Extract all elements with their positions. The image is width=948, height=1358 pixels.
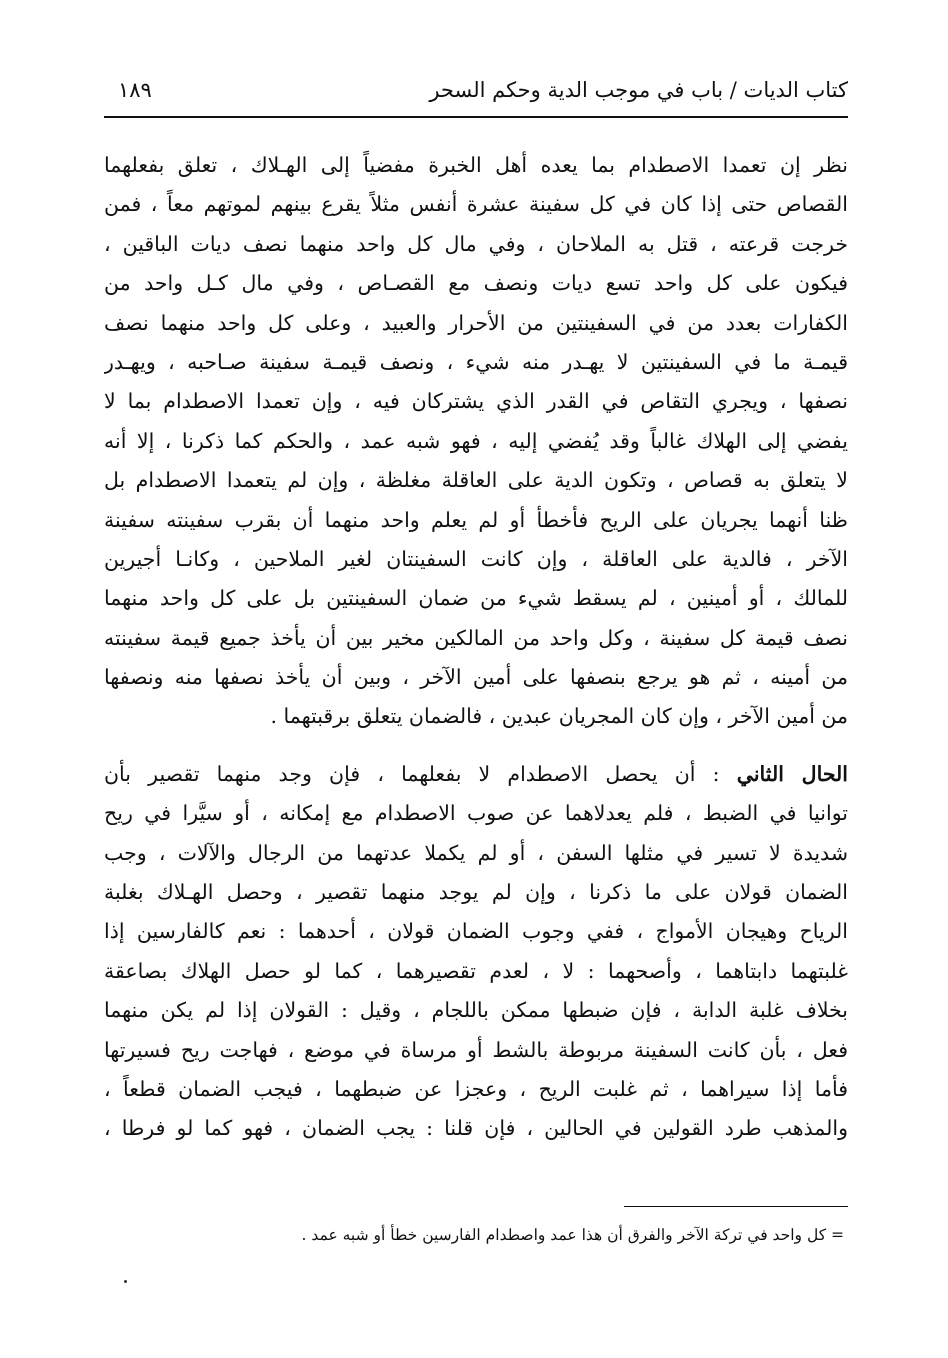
text-line: الكفارات بعدد من في السفينتين من الأحرار والعبيد ، وعلى كل واحد منهما نصف	[104, 310, 848, 335]
text-line: الرياح وهيجان الأمواج ، ففي وجوب الضمان قولان ، أحدهما : نعم كالفارسين إذا	[104, 919, 848, 944]
header-rule	[104, 116, 848, 118]
text-line: يفضي إلى الهلاك غالباً وقد يُفضي إليه ، فهو شبه عمد ، والحكم كما ذكرنا ، إلا أنه	[104, 428, 848, 453]
page-number: ١٨٩	[118, 78, 152, 102]
text-line: الآخر ، فالدية على العاقلة ، وإن كانت السفينتان لغير الملاحين ، وكانـا أجيرين	[104, 546, 848, 571]
text-line: نظر إن تعمدا الاصطدام بما يعده أهل الخبرة مفضياً إلى الهـلاك ، تعلق بفعلهما	[104, 153, 848, 177]
text-line: نصف قيمة كل سفينة ، وكل واحد من المالكين مخير بين أن يأخذ جميع قيمة سفينته	[104, 625, 848, 650]
text-line: فعل ، بأن كانت السفينة مربوطة بالشط أو مرساة في موضع ، فهاجت ريح فسيرتها	[104, 1037, 848, 1062]
text-line: توانيا في الضبط ، فلم يعدلاهما عن صوب الاصطدام مع إمكانه ، أو سيَّرا في ريح	[104, 801, 848, 826]
paragraph-2	[104, 755, 848, 1149]
scan-speck	[124, 1280, 127, 1283]
text-line: فيكون على كل واحد تسع ديات ونصف مع القصـاص ، وفي مال كـل واحد من	[104, 271, 848, 296]
text-line	[104, 755, 848, 794]
section-heading: الحال الثاني	[736, 761, 848, 786]
text-line: شديدة لا تسير في مثلها السفن ، أو لم يكملا عدتهما من الرجال والآلات ، وجب	[104, 840, 848, 865]
text-line: من أمينه ، ثم هو يرجع بنصفها على أمين الآخر ، وبين أن يأخذ نصفها منه ونصفها	[104, 665, 848, 690]
heading-line-rest: : أن يحصل الاصطدام لا بفعلهما ، فإن وجد منهما تقصير بأن	[104, 761, 737, 786]
text-line: من أمين الآخر ، وإن كان المجريان عبدين ، فالضمان يتعلق برقبتهما .	[270, 704, 848, 729]
text-line: الضمان قولان على ما ذكرنا ، وإن لم يوجد منهما تقصير ، وحصل الهـلاك بغلبة	[104, 880, 848, 905]
text-line: والمذهب طرد القولين في الحالين ، فإن قلنا : يجب الضمان ، فهو كما لو فرطا ،	[104, 1116, 848, 1141]
text-line: بخلاف غلبة الدابة ، فإن ضبطها ممكن باللجام ، وقيل : القولان إذا لم يكن منهما	[104, 998, 848, 1023]
text-line: قيمـة ما في السفينتين لا يهـدر منه شيء ، ونصف قيمـة سفينة صـاحبه ، ويهـدر	[104, 349, 848, 374]
text-line: القصاص حتى إذا كان في كل سفينة عشرة أنفس مثلاً يقرع بينهم لموتهم معاً ، فمن	[104, 192, 848, 217]
page-header	[104, 68, 848, 114]
footnote-rule	[624, 1206, 848, 1207]
paragraph-1	[104, 146, 848, 737]
text-line: نصفها ، ويجري التقاص في القدر الذي يشتركان فيه ، وإن تعمدا الاصطدام بما لا	[104, 389, 848, 414]
text-line: ظنا أنهما يجريان على الريح فأخطأ أو لم يعلم واحد منهما أن بقرب سفينته سفينة	[104, 507, 848, 532]
body-text	[104, 146, 848, 1149]
running-title: كتاب الديات / باب في موجب الدية وحكم السحر	[429, 78, 848, 102]
text-line: غلبتهما دابتاهما ، وأصحهما : لا ، لعدم تقصيرهما ، كما لو حصل الهلاك بصاعقة	[104, 958, 848, 983]
text-line: لا يتعلق به قصاص ، وتكون الدية على العاقلة مغلظة ، وإن لم يتعمدا الاصطدام بل	[104, 468, 848, 493]
footnote: = كل واحد في تركة الآخر والفرق أن هذا عمد واصطدام الفارسين خطأ أو شبه عمد .	[301, 1226, 844, 1244]
text-line: للمالك ، أو أمينين ، لم يسقط شيء من ضمان السفينتين بل على كل واحد منهما	[104, 586, 848, 611]
paragraph-gap	[104, 737, 848, 755]
text-line: خرجت قرعته ، قتل به الملاحان ، وفي مال كل واحد منهما نصف ديات الباقين ،	[104, 231, 848, 256]
text-line: فأما إذا سيراهما ، ثم غلبت الريح ، وعجزا عن ضبطهما ، فيجب الضمان قطعاً ،	[104, 1076, 848, 1101]
